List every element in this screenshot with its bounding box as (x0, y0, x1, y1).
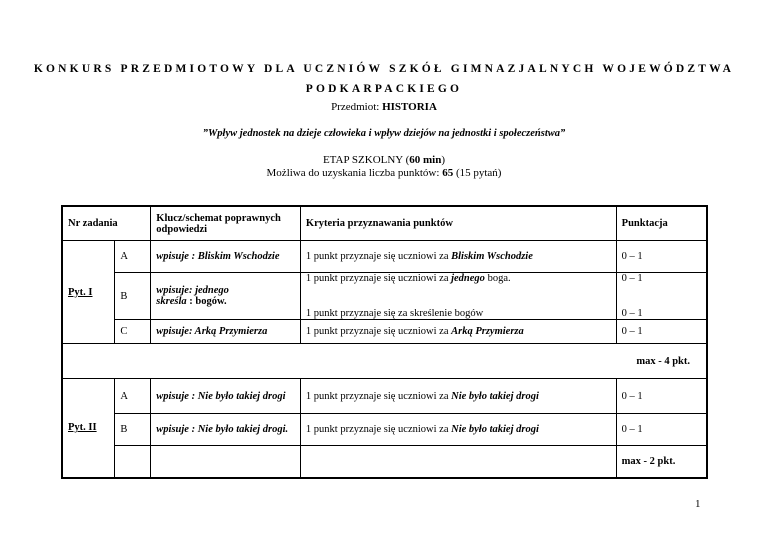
table-header-row (62, 206, 707, 241)
part-letter: A (115, 241, 151, 273)
header-title-line2: PODKARPACKIEGO (305, 83, 463, 95)
points-value: 65 (442, 167, 454, 179)
answer-key: wpisuje: jednego skreśla : bogów. (151, 273, 301, 320)
table-row (62, 320, 707, 344)
stage-time: 60 min (409, 154, 442, 166)
part-letter: C (115, 320, 151, 344)
score-cell: 0 – 1 (616, 241, 707, 273)
score-cell: 0 – 1 (616, 414, 707, 446)
subject-label: Przedmiot: (331, 101, 383, 113)
question-label: Pyt. I (62, 241, 115, 344)
scoring-table (61, 205, 708, 479)
page-number: 1 (695, 498, 701, 510)
score-cell: 0 – 1 0 – 1 (616, 273, 707, 320)
criteria-cell: 1 punkt przyznaje się uczniowi za Arką Przymierza (300, 320, 616, 344)
header-score: Punktacja (616, 206, 707, 241)
answer-key: wpisuje : Bliskim Wschodzie (151, 241, 301, 273)
header-title-line1: KONKURS PRZEDMIOTOWY DLA UCZNIÓW SZKÓŁ GIMNAZJALNYCH WOJEWÓDZTWA (33, 63, 735, 75)
subject-value: HISTORIA (382, 101, 437, 113)
question-label: Pyt. II (62, 379, 115, 478)
motto: ”Wpływ jednostek na dzieje człowieka i wpływ dziejów na jednostki i społeczeństwa” (202, 128, 566, 139)
empty-cell (300, 446, 616, 478)
score-cell: 0 – 1 (616, 320, 707, 344)
part-letter: B (115, 273, 151, 320)
max-row (62, 344, 707, 379)
criteria-cell: 1 punkt przyznaje się uczniowi za Nie było takiej drogi (300, 379, 616, 414)
table-row (62, 241, 707, 273)
points-line: Możliwa do uzyskania liczba punktów: 65 (15 pytań) (266, 167, 502, 179)
max-points: max - 4 pkt. (62, 344, 707, 379)
header-nr: Nr zadania (62, 206, 151, 241)
stage-line: ETAP SZKOLNY (60 min) (322, 154, 446, 166)
header-key: Klucz/schemat poprawnych odpowiedzi (151, 206, 301, 241)
empty-cell (151, 446, 301, 478)
part-letter: B (115, 414, 151, 446)
empty-cell (115, 446, 151, 478)
table-row (62, 414, 707, 446)
header-criteria: Kryteria przyznawania punktów (300, 206, 616, 241)
criteria-cell: 1 punkt przyznaje się uczniowi za Bliskim Wschodzie (300, 241, 616, 273)
table-row (62, 379, 707, 414)
table-row (62, 273, 707, 320)
criteria-cell: 1 punkt przyznaje się uczniowi za jednego boga. 1 punkt przyznaje się za skreślenie bogów (300, 273, 616, 320)
subject-line (0, 101, 768, 113)
score-cell: 0 – 1 (616, 379, 707, 414)
criteria-cell: 1 punkt przyznaje się uczniowi za Nie było takiej drogi (300, 414, 616, 446)
answer-key: wpisuje: Arką Przymierza (151, 320, 301, 344)
answer-key: wpisuje : Nie było takiej drogi. (151, 414, 301, 446)
max-row (62, 446, 707, 478)
answer-key: wpisuje : Nie było takiej drogi (151, 379, 301, 414)
max-points: max - 2 pkt. (616, 446, 707, 478)
part-letter: A (115, 379, 151, 414)
